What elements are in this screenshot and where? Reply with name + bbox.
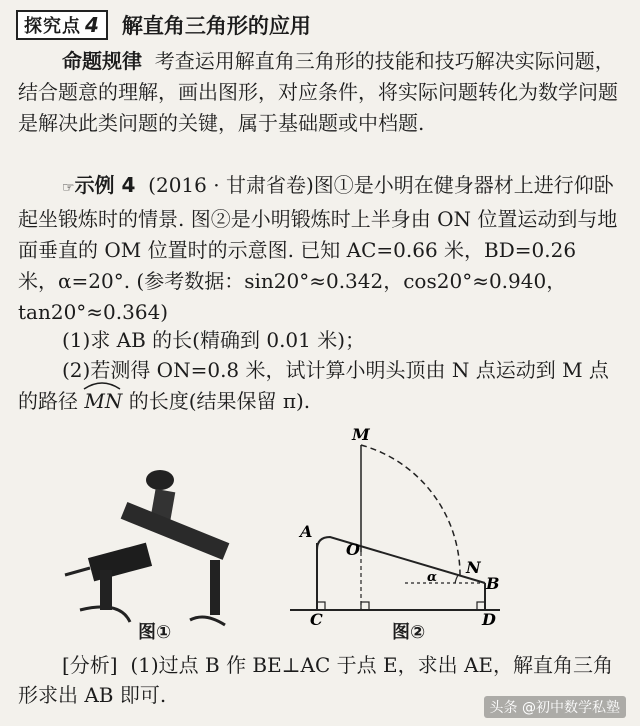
badge-text: 探究点 (24, 16, 81, 37)
figure-2-caption: 图② (392, 622, 426, 643)
question-2-text-a: (2)若测得 ON=0.8 米，试计算小明头顶由 N 点运动到 M 点的路径 (18, 358, 609, 413)
example-label: 示例 4 (74, 173, 136, 197)
question-1-text: (1)求 AB 的长(精确到 0.01 米)； (62, 328, 366, 352)
label-d: D (482, 610, 496, 625)
question-1 (18, 325, 618, 356)
label-c: C (310, 610, 323, 625)
example-text: 图①是小明在健身器材上进行仰卧起坐锻炼时的情景. 图②是小明锻炼时上半身由 ON 位置运动到与地面垂直的 OM 位置时的示意图. 已知 AC=0.66 米，BD=0.26 米，α=20°. (参考数据：sin20°≈0.342，cos20°≈0.940，tan20°≈0.364) (18, 173, 618, 324)
label-alpha: α (427, 570, 438, 585)
question-2 (18, 355, 618, 417)
figure-2-diagram (290, 425, 510, 625)
analysis-text: (1)过点 B 作 BE⊥AC 于点 E，求出 AE，解直角三角形求出 AB 即可. (18, 653, 613, 707)
figure-1-caption: 图① (138, 622, 172, 643)
section-badge (16, 10, 108, 40)
arc-mn-path (361, 445, 460, 575)
arc-mn-label: MN (84, 389, 123, 413)
label-n: N (466, 558, 481, 577)
watermark: 头条 @初中数学私塾 (484, 696, 626, 718)
question-2-text-b: 的长度(结果保留 π). (128, 389, 311, 413)
figure-1-illustration (60, 450, 260, 640)
arc-mn (84, 386, 122, 417)
section-header (16, 8, 311, 42)
example-paragraph (18, 170, 618, 328)
rule-paragraph (18, 46, 618, 139)
analysis-label: [分析] (62, 653, 118, 677)
example-source: (2016 · 甘肃省卷) (148, 173, 314, 197)
rule-label: 命题规律 (62, 49, 142, 73)
pointing-hand-icon: ☞ (62, 180, 75, 196)
label-b: B (486, 574, 500, 593)
badge-number: 4 (85, 13, 100, 37)
label-a: A (300, 522, 313, 541)
section-title: 解直角三角形的应用 (121, 14, 311, 38)
rule-text: 考查运用解直角三角形的技能和技巧解决实际问题，结合题意的理解，画出图形，对应条件，将实际问题转化为数学问题是解决此类问题的关键，属于基础题或中档题. (18, 49, 618, 135)
label-o: O (346, 540, 360, 559)
label-m: M (352, 425, 370, 444)
